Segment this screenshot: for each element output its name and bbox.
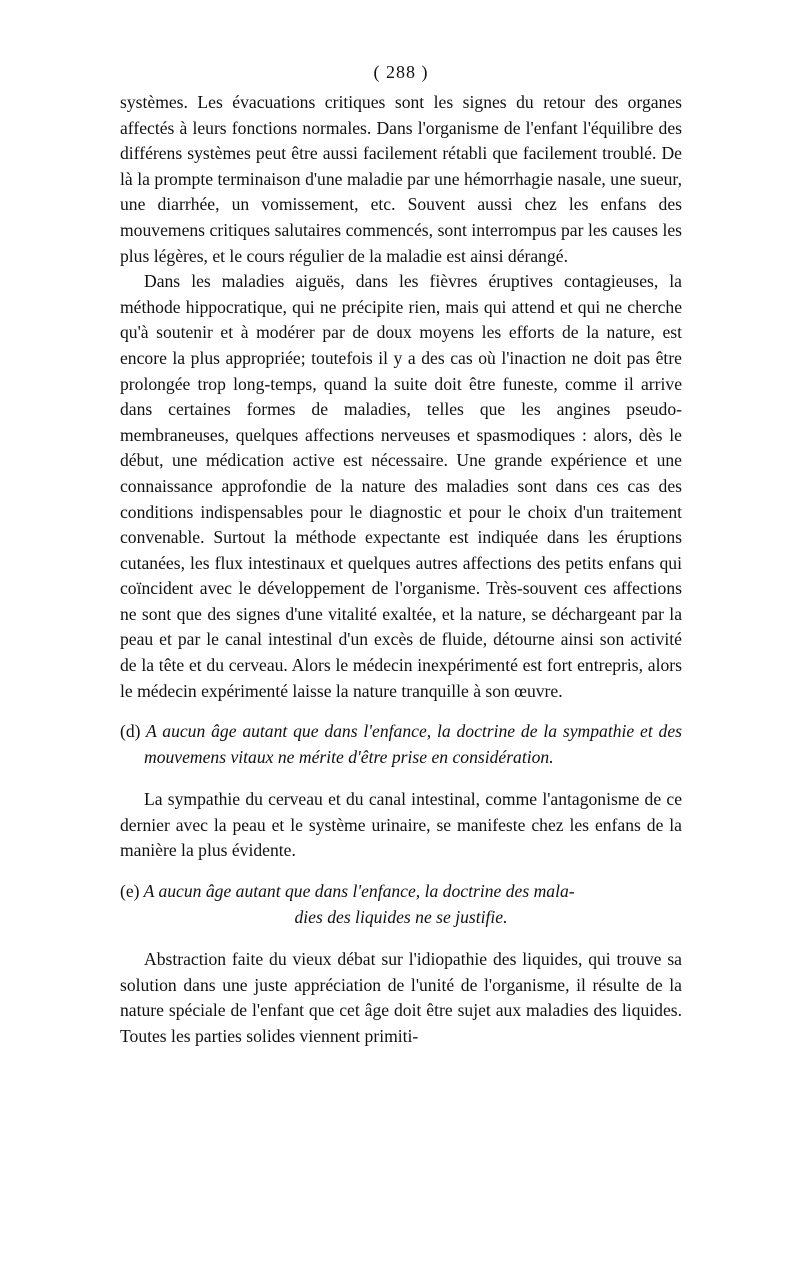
section-heading-e-line1: A aucun âge autant que dans l'enfance, la doctrine des mala- <box>143 881 575 902</box>
paragraph-acute-diseases: Dans les maladies aiguës, dans les fièvres éruptives contagieuses, la méthode hippocratique, qui ne précipite rien, mais qui attend et qui ne cherche qu'à soutenir et à modérer par de doux moyens les efforts de la nature, est encore la plus appropriée; toutefois il y a des cas où l'inaction ne doit pas être prolongée trop long-temps, quand la suite doit être funeste, comme il arrive dans certaines formes de maladies, telles que les angines pseudo-membraneuses, quelques affections nerveuses et spasmodiques : alors, dès le début, une médication active est nécessaire. Une grande expérience et une connaissance approfondie de la nature des maladies sont dans ces cas des conditions indispensables pour le diagnostic et pour le choix d'un traitement convenable. Surtout la méthode expectante est indiquée dans les éruptions cutanées, les flux intestinaux et quelques autres affections des petits enfans qui coïncident avec le développement de l'organisme. Très-souvent ces affections ne sont que des signes d'une vitalité exaltée, et la nature, se déchargeant par la peau et par le canal intestinal d'un excès de fluide, détourne ainsi son activité de la tête et du cerveau. Alors le médecin inexpérimenté est fort entrepris, alors le médecin expérimenté laisse la nature tranquille à son œuvre. <box>120 271 682 701</box>
paragraph-liquids: Abstraction faite du vieux débat sur l'idiopathie des liquides, qui trouve sa solution dans une juste appréciation de l'unité de l'organisme, il résulte de la nature spéciale de l'enfant que cet âge doit être sujet aux maladies des liquides. Toutes les parties solides viennent primiti- <box>120 949 682 1046</box>
section-heading-d-text: A aucun âge autant que dans l'enfance, la doctrine de la sympathie et des mouvemens vitaux ne mérite d'être prise en considération. <box>144 721 682 768</box>
paragraph-sympathy: La sympathie du cerveau et du canal intestinal, comme l'antagonisme de ce dernier avec la peau et le système urinaire, se manifeste chez les enfans de la manière la plus évidente. <box>120 789 682 861</box>
section-mark-d: (d) <box>120 721 141 742</box>
paragraph-critical-evacuations: systèmes. Les évacuations critiques sont les signes du retour des organes affectés à leurs fonctions normales. Dans l'organisme de l'enfant l'équilibre des différens systèmes peut être aussi facilement rétabli que facilement troublé. De là la prompte terminaison d'une maladie par une hémorrhagie nasale, une sueur, une diarrhée, un vomissement, etc. Souvent aussi chez les enfans des mouvemens critiques salutaires commencés, sont interrompus par les causes les plus légères, et le cours régulier de la maladie est ainsi dérangé. <box>120 92 682 266</box>
section-heading-d <box>120 718 682 770</box>
section-heading-e <box>120 878 682 930</box>
section-heading-e-line2: dies des liquides ne se justifie. <box>294 907 508 928</box>
book-page <box>120 60 682 1049</box>
section-mark-e: (e) <box>120 881 140 902</box>
page-number: ( 288 ) <box>373 62 429 82</box>
